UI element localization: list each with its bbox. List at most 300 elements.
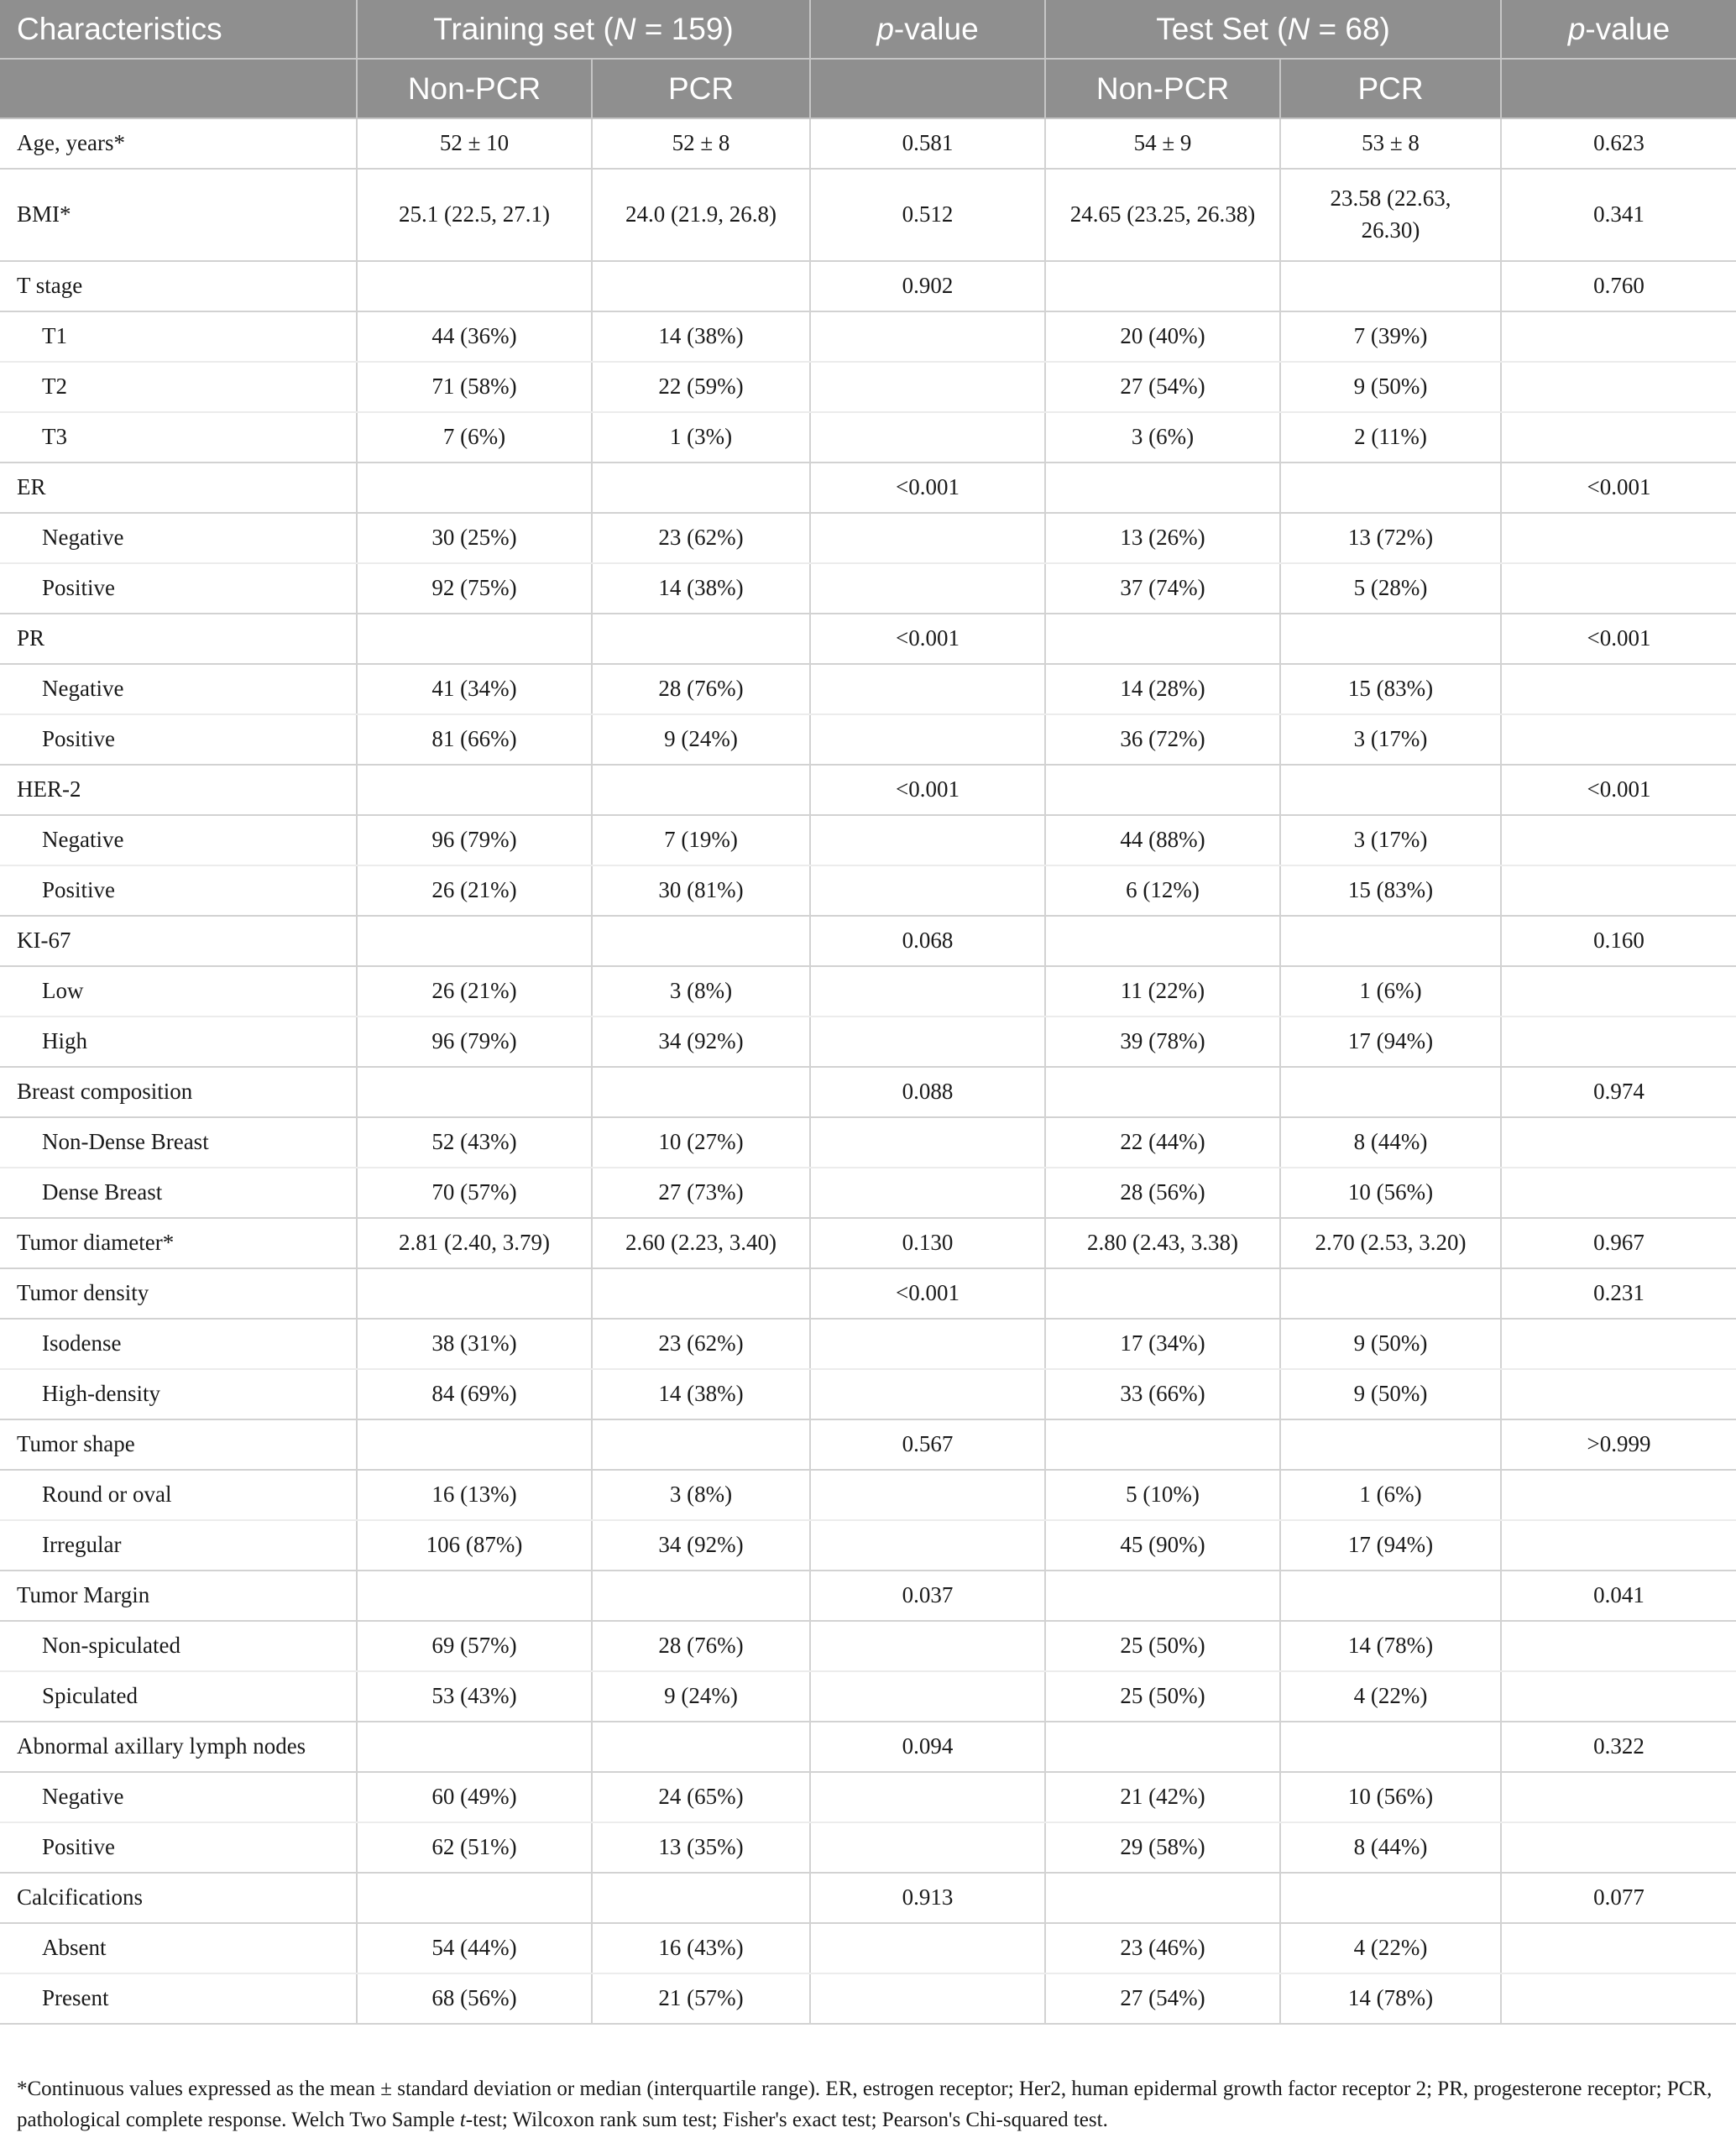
table-row: [0, 118, 1736, 169]
training-pcr-cell: [592, 1419, 810, 1470]
test-p-value-cell: 0.967: [1501, 1218, 1736, 1268]
test-pcr-cell: 1 (6%): [1280, 1470, 1501, 1520]
training-pcr-cell: 23 (62%): [592, 513, 810, 563]
row-label: Round or oval: [0, 1470, 357, 1520]
header-training-non-pcr: Non-PCR: [357, 59, 592, 118]
test-non-pcr-cell: [1045, 261, 1280, 311]
training-p-value-cell: 0.902: [810, 261, 1045, 311]
test-p-value-cell: 0.231: [1501, 1268, 1736, 1319]
test-pcr-cell: [1280, 1873, 1501, 1923]
training-non-pcr-cell: 81 (66%): [357, 714, 592, 765]
training-non-pcr-cell: 84 (69%): [357, 1369, 592, 1419]
test-pcr-cell: [1280, 1571, 1501, 1621]
test-p-value-cell: [1501, 1772, 1736, 1822]
training-p-value-cell: [810, 1973, 1045, 2024]
row-label: Non-Dense Breast: [0, 1117, 357, 1168]
table-row: [0, 563, 1736, 614]
training-non-pcr-cell: 53 (43%): [357, 1671, 592, 1722]
test-pcr-cell: 17 (94%): [1280, 1017, 1501, 1067]
row-label: Absent: [0, 1923, 357, 1973]
test-non-pcr-cell: 24.65 (23.25, 26.38): [1045, 169, 1280, 261]
table-row: [0, 1772, 1736, 1822]
row-label: Tumor shape: [0, 1419, 357, 1470]
test-p-value-cell: [1501, 1822, 1736, 1873]
table-row: [0, 1117, 1736, 1168]
test-p-value-cell: [1501, 815, 1736, 865]
row-label: HER-2: [0, 765, 357, 815]
row-label: Negative: [0, 815, 357, 865]
test-p-value-cell: 0.041: [1501, 1571, 1736, 1621]
training-p-value-cell: 0.581: [810, 118, 1045, 169]
row-label: T3: [0, 412, 357, 463]
header-test-non-pcr: Non-PCR: [1045, 59, 1280, 118]
table-row: [0, 815, 1736, 865]
test-non-pcr-cell: 11 (22%): [1045, 966, 1280, 1017]
test-pcr-cell: 14 (78%): [1280, 1973, 1501, 2024]
test-non-pcr-cell: 28 (56%): [1045, 1168, 1280, 1218]
header-training-set: Training set (N = 159): [357, 0, 810, 59]
test-p-value-cell: [1501, 714, 1736, 765]
table-row: [0, 1973, 1736, 2024]
header-p-value-test: p-value: [1501, 0, 1736, 59]
training-p-value-cell: <0.001: [810, 614, 1045, 664]
table-row: [0, 614, 1736, 664]
test-pcr-cell: 4 (22%): [1280, 1671, 1501, 1722]
training-p-value-cell: [810, 1319, 1045, 1369]
training-non-pcr-cell: [357, 1571, 592, 1621]
header-row-sub: [0, 59, 1736, 118]
test-non-pcr-cell: 13 (26%): [1045, 513, 1280, 563]
row-label: Tumor density: [0, 1268, 357, 1319]
table-row: [0, 1520, 1736, 1571]
training-pcr-cell: 34 (92%): [592, 1520, 810, 1571]
training-pcr-cell: [592, 1873, 810, 1923]
test-p-value-cell: 0.322: [1501, 1722, 1736, 1772]
table-row: [0, 1671, 1736, 1722]
training-non-pcr-cell: 69 (57%): [357, 1621, 592, 1671]
test-p-value-cell: [1501, 1973, 1736, 2024]
training-p-value-cell: [810, 1520, 1045, 1571]
test-non-pcr-cell: [1045, 1571, 1280, 1621]
test-non-pcr-cell: 54 ± 9: [1045, 118, 1280, 169]
training-non-pcr-cell: [357, 614, 592, 664]
training-non-pcr-cell: [357, 1067, 592, 1117]
training-p-value-cell: [810, 362, 1045, 412]
header-characteristics: Characteristics: [0, 0, 357, 59]
test-non-pcr-cell: [1045, 916, 1280, 966]
training-p-value-cell: [810, 1621, 1045, 1671]
test-p-value-cell: 0.974: [1501, 1067, 1736, 1117]
training-pcr-cell: 1 (3%): [592, 412, 810, 463]
table-footnote: *Continuous values expressed as the mean ± standard deviation or median (interquartile range). ER, estrogen receptor; Her2, human epidermal growth factor receptor 2; PR, progesterone receptor; PCR, pathological complete response. Welch Two Sample t-test; Wilcoxon rank sum test; Fisher's exact test; Pearson's Chi-squared test.: [17, 2078, 1712, 2131]
row-label: Abnormal axillary lymph nodes: [0, 1722, 357, 1772]
row-label: Tumor diameter*: [0, 1218, 357, 1268]
training-pcr-cell: 30 (81%): [592, 865, 810, 916]
training-p-value-cell: 0.068: [810, 916, 1045, 966]
training-non-pcr-cell: [357, 1722, 592, 1772]
test-pcr-cell: 5 (28%): [1280, 563, 1501, 614]
table-row: [0, 664, 1736, 714]
header-test-pcr: PCR: [1280, 59, 1501, 118]
training-non-pcr-cell: 38 (31%): [357, 1319, 592, 1369]
row-label: Breast composition: [0, 1067, 357, 1117]
training-p-value-cell: [810, 1923, 1045, 1973]
test-p-value-cell: [1501, 1923, 1736, 1973]
test-p-value-cell: <0.001: [1501, 614, 1736, 664]
test-p-value-cell: 0.760: [1501, 261, 1736, 311]
row-label: Positive: [0, 714, 357, 765]
table-row: [0, 865, 1736, 916]
test-pcr-cell: 8 (44%): [1280, 1822, 1501, 1873]
row-label: T stage: [0, 261, 357, 311]
table-row: [0, 1621, 1736, 1671]
test-p-value-cell: [1501, 412, 1736, 463]
training-non-pcr-cell: [357, 261, 592, 311]
training-non-pcr-cell: 26 (21%): [357, 865, 592, 916]
test-pcr-cell: [1280, 463, 1501, 513]
test-non-pcr-cell: 25 (50%): [1045, 1671, 1280, 1722]
test-p-value-cell: [1501, 1369, 1736, 1419]
header-training-pcr: PCR: [592, 59, 810, 118]
test-non-pcr-cell: [1045, 1268, 1280, 1319]
training-p-value-cell: [810, 563, 1045, 614]
training-p-value-cell: [810, 664, 1045, 714]
table-row: [0, 1571, 1736, 1621]
header-p-value-training: p-value: [810, 0, 1045, 59]
training-non-pcr-cell: [357, 916, 592, 966]
training-non-pcr-cell: 16 (13%): [357, 1470, 592, 1520]
row-label: Negative: [0, 1772, 357, 1822]
test-p-value-cell: [1501, 1470, 1736, 1520]
test-pcr-cell: 9 (50%): [1280, 1369, 1501, 1419]
test-pcr-cell: [1280, 1722, 1501, 1772]
header-empty-3: [1501, 59, 1736, 118]
training-pcr-cell: 9 (24%): [592, 714, 810, 765]
row-label: Age, years*: [0, 118, 357, 169]
training-pcr-cell: [592, 614, 810, 664]
test-pcr-cell: 3 (17%): [1280, 714, 1501, 765]
test-p-value-cell: [1501, 362, 1736, 412]
training-pcr-cell: [592, 1067, 810, 1117]
test-p-value-cell: [1501, 1168, 1736, 1218]
table-row: [0, 714, 1736, 765]
training-p-value-cell: <0.001: [810, 463, 1045, 513]
row-label: High-density: [0, 1369, 357, 1419]
test-p-value-cell: 0.160: [1501, 916, 1736, 966]
training-pcr-cell: [592, 1722, 810, 1772]
row-label: Irregular: [0, 1520, 357, 1571]
table-row: [0, 765, 1736, 815]
table-row: [0, 966, 1736, 1017]
training-p-value-cell: <0.001: [810, 1268, 1045, 1319]
table-row: [0, 169, 1736, 261]
test-non-pcr-cell: 14 (28%): [1045, 664, 1280, 714]
training-p-value-cell: [810, 815, 1045, 865]
test-p-value-cell: [1501, 1319, 1736, 1369]
test-pcr-cell: 17 (94%): [1280, 1520, 1501, 1571]
header-empty-1: [0, 59, 357, 118]
header-test-set: Test Set (N = 68): [1045, 0, 1501, 59]
row-label: KI-67: [0, 916, 357, 966]
training-p-value-cell: [810, 513, 1045, 563]
row-label: High: [0, 1017, 357, 1067]
test-pcr-cell: [1280, 765, 1501, 815]
table-row: [0, 1470, 1736, 1520]
test-non-pcr-cell: [1045, 463, 1280, 513]
row-label: Calcifications: [0, 1873, 357, 1923]
training-pcr-cell: [592, 916, 810, 966]
table-row: [0, 1822, 1736, 1873]
training-pcr-cell: [592, 1571, 810, 1621]
training-p-value-cell: [810, 1470, 1045, 1520]
header-empty-2: [810, 59, 1045, 118]
table-row: [0, 1873, 1736, 1923]
training-p-value-cell: [810, 1017, 1045, 1067]
row-label: ER: [0, 463, 357, 513]
test-non-pcr-cell: 27 (54%): [1045, 1973, 1280, 2024]
training-non-pcr-cell: 25.1 (22.5, 27.1): [357, 169, 592, 261]
test-non-pcr-cell: 5 (10%): [1045, 1470, 1280, 1520]
test-non-pcr-cell: 36 (72%): [1045, 714, 1280, 765]
training-pcr-cell: [592, 765, 810, 815]
table-row: [0, 1168, 1736, 1218]
test-pcr-cell: 9 (50%): [1280, 1319, 1501, 1369]
test-non-pcr-cell: 6 (12%): [1045, 865, 1280, 916]
training-non-pcr-cell: 96 (79%): [357, 815, 592, 865]
row-label: T1: [0, 311, 357, 362]
row-label: Present: [0, 1973, 357, 2024]
training-pcr-cell: 3 (8%): [592, 966, 810, 1017]
row-label: Spiculated: [0, 1671, 357, 1722]
test-pcr-cell: [1280, 1419, 1501, 1470]
test-non-pcr-cell: [1045, 1067, 1280, 1117]
training-pcr-cell: 14 (38%): [592, 563, 810, 614]
training-pcr-cell: 7 (19%): [592, 815, 810, 865]
training-non-pcr-cell: 92 (75%): [357, 563, 592, 614]
training-p-value-cell: 0.512: [810, 169, 1045, 261]
training-non-pcr-cell: 52 ± 10: [357, 118, 592, 169]
training-pcr-cell: 3 (8%): [592, 1470, 810, 1520]
training-pcr-cell: 24.0 (21.9, 26.8): [592, 169, 810, 261]
row-label: T2: [0, 362, 357, 412]
training-non-pcr-cell: 96 (79%): [357, 1017, 592, 1067]
training-p-value-cell: [810, 1772, 1045, 1822]
row-label: Negative: [0, 664, 357, 714]
training-p-value-cell: 0.037: [810, 1571, 1045, 1621]
row-label: Positive: [0, 865, 357, 916]
training-pcr-cell: 2.60 (2.23, 3.40): [592, 1218, 810, 1268]
training-pcr-cell: 24 (65%): [592, 1772, 810, 1822]
test-p-value-cell: [1501, 1017, 1736, 1067]
test-non-pcr-cell: 27 (54%): [1045, 362, 1280, 412]
header-row-main: [0, 0, 1736, 59]
test-p-value-cell: [1501, 865, 1736, 916]
training-p-value-cell: [810, 865, 1045, 916]
test-p-value-cell: [1501, 664, 1736, 714]
training-pcr-cell: 14 (38%): [592, 311, 810, 362]
test-pcr-cell: 9 (50%): [1280, 362, 1501, 412]
test-pcr-cell: 23.58 (22.63, 26.30): [1280, 169, 1501, 261]
training-p-value-cell: [810, 1822, 1045, 1873]
test-non-pcr-cell: 22 (44%): [1045, 1117, 1280, 1168]
row-label: Tumor Margin: [0, 1571, 357, 1621]
training-non-pcr-cell: [357, 463, 592, 513]
test-pcr-cell: [1280, 1067, 1501, 1117]
row-label: PR: [0, 614, 357, 664]
training-pcr-cell: 9 (24%): [592, 1671, 810, 1722]
table-row: [0, 1722, 1736, 1772]
training-pcr-cell: 16 (43%): [592, 1923, 810, 1973]
test-p-value-cell: [1501, 1621, 1736, 1671]
training-non-pcr-cell: 41 (34%): [357, 664, 592, 714]
training-p-value-cell: [810, 966, 1045, 1017]
training-non-pcr-cell: 52 (43%): [357, 1117, 592, 1168]
training-non-pcr-cell: 62 (51%): [357, 1822, 592, 1873]
training-pcr-cell: 27 (73%): [592, 1168, 810, 1218]
table-row: [0, 513, 1736, 563]
test-non-pcr-cell: 45 (90%): [1045, 1520, 1280, 1571]
training-p-value-cell: 0.913: [810, 1873, 1045, 1923]
row-label: Isodense: [0, 1319, 357, 1369]
training-p-value-cell: [810, 1671, 1045, 1722]
test-p-value-cell: >0.999: [1501, 1419, 1736, 1470]
table-row: [0, 1268, 1736, 1319]
test-pcr-cell: 7 (39%): [1280, 311, 1501, 362]
test-pcr-cell: 2 (11%): [1280, 412, 1501, 463]
test-pcr-cell: 10 (56%): [1280, 1168, 1501, 1218]
test-pcr-cell: 3 (17%): [1280, 815, 1501, 865]
training-pcr-cell: 22 (59%): [592, 362, 810, 412]
table-row: [0, 261, 1736, 311]
test-pcr-cell: [1280, 261, 1501, 311]
test-p-value-cell: [1501, 1117, 1736, 1168]
test-pcr-cell: 4 (22%): [1280, 1923, 1501, 1973]
test-non-pcr-cell: 3 (6%): [1045, 412, 1280, 463]
training-non-pcr-cell: 26 (21%): [357, 966, 592, 1017]
test-non-pcr-cell: 33 (66%): [1045, 1369, 1280, 1419]
test-non-pcr-cell: 39 (78%): [1045, 1017, 1280, 1067]
test-p-value-cell: 0.077: [1501, 1873, 1736, 1923]
test-p-value-cell: 0.623: [1501, 118, 1736, 169]
training-p-value-cell: <0.001: [810, 765, 1045, 815]
training-p-value-cell: [810, 1117, 1045, 1168]
training-p-value-cell: 0.094: [810, 1722, 1045, 1772]
test-non-pcr-cell: [1045, 1873, 1280, 1923]
test-non-pcr-cell: [1045, 1419, 1280, 1470]
test-pcr-cell: 13 (72%): [1280, 513, 1501, 563]
test-pcr-cell: 14 (78%): [1280, 1621, 1501, 1671]
training-p-value-cell: 0.130: [810, 1218, 1045, 1268]
table-row: [0, 1419, 1736, 1470]
training-pcr-cell: [592, 1268, 810, 1319]
test-p-value-cell: [1501, 311, 1736, 362]
training-non-pcr-cell: 54 (44%): [357, 1923, 592, 1973]
training-p-value-cell: 0.567: [810, 1419, 1045, 1470]
test-non-pcr-cell: 44 (88%): [1045, 815, 1280, 865]
training-non-pcr-cell: 60 (49%): [357, 1772, 592, 1822]
row-label: BMI*: [0, 169, 357, 261]
test-pcr-cell: [1280, 1268, 1501, 1319]
table-row: [0, 1923, 1736, 1973]
test-p-value-cell: [1501, 513, 1736, 563]
table-row: [0, 1067, 1736, 1117]
training-pcr-cell: 10 (27%): [592, 1117, 810, 1168]
row-label: Positive: [0, 1822, 357, 1873]
test-pcr-cell: 15 (83%): [1280, 664, 1501, 714]
training-non-pcr-cell: 7 (6%): [357, 412, 592, 463]
training-pcr-cell: [592, 463, 810, 513]
test-p-value-cell: <0.001: [1501, 765, 1736, 815]
training-p-value-cell: [810, 1369, 1045, 1419]
training-pcr-cell: 14 (38%): [592, 1369, 810, 1419]
test-pcr-cell: [1280, 916, 1501, 966]
test-non-pcr-cell: 21 (42%): [1045, 1772, 1280, 1822]
test-pcr-cell: 1 (6%): [1280, 966, 1501, 1017]
table-body: [0, 118, 1736, 2024]
row-label: Negative: [0, 513, 357, 563]
table-header: [0, 0, 1736, 118]
training-pcr-cell: 23 (62%): [592, 1319, 810, 1369]
test-pcr-cell: [1280, 614, 1501, 664]
training-pcr-cell: 34 (92%): [592, 1017, 810, 1067]
training-pcr-cell: 28 (76%): [592, 1621, 810, 1671]
table-row: [0, 362, 1736, 412]
table-row: [0, 1319, 1736, 1369]
test-pcr-cell: 8 (44%): [1280, 1117, 1501, 1168]
test-p-value-cell: [1501, 966, 1736, 1017]
test-non-pcr-cell: 37 (74%): [1045, 563, 1280, 614]
training-non-pcr-cell: [357, 765, 592, 815]
test-pcr-cell: 15 (83%): [1280, 865, 1501, 916]
test-non-pcr-cell: [1045, 765, 1280, 815]
row-label: Dense Breast: [0, 1168, 357, 1218]
test-non-pcr-cell: [1045, 614, 1280, 664]
table-row: [0, 1218, 1736, 1268]
row-label: Non-spiculated: [0, 1621, 357, 1671]
training-pcr-cell: 52 ± 8: [592, 118, 810, 169]
training-non-pcr-cell: 2.81 (2.40, 3.79): [357, 1218, 592, 1268]
training-pcr-cell: [592, 261, 810, 311]
test-non-pcr-cell: 29 (58%): [1045, 1822, 1280, 1873]
table-row: [0, 1017, 1736, 1067]
test-p-value-cell: 0.341: [1501, 169, 1736, 261]
test-p-value-cell: [1501, 1671, 1736, 1722]
training-non-pcr-cell: 68 (56%): [357, 1973, 592, 2024]
training-non-pcr-cell: 44 (36%): [357, 311, 592, 362]
test-non-pcr-cell: 25 (50%): [1045, 1621, 1280, 1671]
training-p-value-cell: [810, 714, 1045, 765]
test-pcr-cell: 10 (56%): [1280, 1772, 1501, 1822]
test-non-pcr-cell: 17 (34%): [1045, 1319, 1280, 1369]
test-non-pcr-cell: [1045, 1722, 1280, 1772]
test-p-value-cell: <0.001: [1501, 463, 1736, 513]
training-non-pcr-cell: 70 (57%): [357, 1168, 592, 1218]
training-p-value-cell: [810, 1168, 1045, 1218]
test-p-value-cell: [1501, 1520, 1736, 1571]
test-pcr-cell: 2.70 (2.53, 3.20): [1280, 1218, 1501, 1268]
test-non-pcr-cell: 23 (46%): [1045, 1923, 1280, 1973]
training-p-value-cell: [810, 412, 1045, 463]
table-row: [0, 1369, 1736, 1419]
row-label: Low: [0, 966, 357, 1017]
training-pcr-cell: 21 (57%): [592, 1973, 810, 2024]
training-non-pcr-cell: 30 (25%): [357, 513, 592, 563]
training-non-pcr-cell: 106 (87%): [357, 1520, 592, 1571]
training-non-pcr-cell: [357, 1873, 592, 1923]
test-non-pcr-cell: 2.80 (2.43, 3.38): [1045, 1218, 1280, 1268]
training-non-pcr-cell: 71 (58%): [357, 362, 592, 412]
training-p-value-cell: [810, 311, 1045, 362]
